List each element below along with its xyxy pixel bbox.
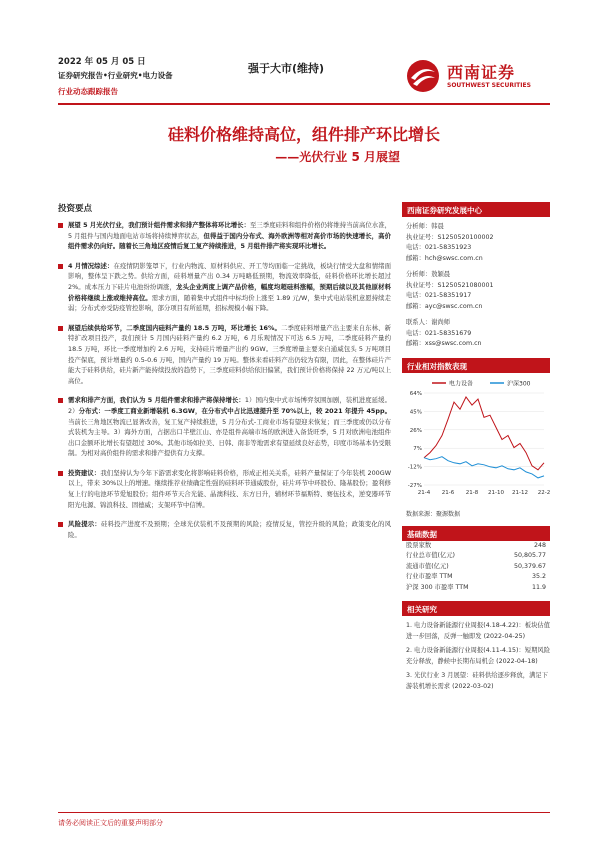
row-label: 流通市值(亿元) bbox=[406, 562, 449, 570]
bullet-text: 1）国内集中式市场博弈氛围加剧，装机进度延缓。2） bbox=[68, 396, 391, 415]
related-report-link[interactable]: 3. 光伏行业 3 月展望：硅料供给逐步释放，满足下游装机增长需求 (2022-03-02) bbox=[406, 672, 548, 690]
summary-bullet bbox=[58, 220, 391, 252]
footer-divider bbox=[58, 812, 550, 813]
x-tick-label: 21-4 bbox=[417, 489, 431, 496]
chart-heading: 行业相对指数表现 bbox=[402, 358, 550, 373]
page-title: 硅料价格维持高位，组件排产环比增长 bbox=[167, 125, 440, 144]
summary-bullet bbox=[58, 395, 391, 459]
summary-heading: 投资要点 bbox=[58, 204, 93, 214]
summary-body bbox=[58, 220, 391, 549]
bullet-text: 至三季度硅料和组件价格仍将维持当前高位水准，5 月组件与国内地面电站市场将持续博弈状态， bbox=[68, 221, 391, 240]
y-tick-label: 64% bbox=[409, 390, 422, 397]
analyst-email[interactable]: 邮箱：xss@swsc.com.cn bbox=[406, 340, 482, 347]
bullet-emphasis: 分布式：一季度工商业新增装机 6.3GW，在分布式中占比迅速提升至 70%以上，较 2021 年提升 45pp。 bbox=[78, 406, 391, 415]
row-value: 35.2 bbox=[531, 573, 546, 581]
bullet-lead: 投资建议： bbox=[68, 468, 101, 477]
y-tick-label: -27% bbox=[407, 482, 422, 489]
chart-source: 数据来源：聚源数据 bbox=[406, 510, 461, 518]
table-row bbox=[402, 572, 550, 583]
report-type: 证券研究报告•行业研究•电力设备 bbox=[58, 71, 173, 80]
bullet-text: 当前长三角地区物流已显著改善，复工复产持续推进，5 月分布式-工商业市场有望迎来恢复；而三季度或仍以分布式装机为主导。3）海外方面，占据出口半壁江山、亦是组件高端市场的欧洲进入备货旺季，5 月对欧洲电池组件出口金额环比增长有望超过 30%。其他市场如拉美、日韩、南非等地需求有望延续良好态势，印度市场基本仍受限制。为相对高价组件的需求和排产提供有力支撑。 bbox=[68, 417, 391, 458]
x-tick-label: 21-12 bbox=[512, 489, 528, 496]
sidebar bbox=[402, 202, 550, 696]
analyst-block bbox=[402, 318, 550, 350]
bullet-lead: 风险提示： bbox=[68, 520, 101, 529]
analyst-phone: 电话：021-58351917 bbox=[406, 292, 472, 299]
row-label: 行业总市值(亿元) bbox=[406, 552, 455, 560]
report-date: 2022 年 05 月 05 日 bbox=[58, 57, 146, 67]
company-logo bbox=[405, 56, 555, 96]
y-tick-label: 7% bbox=[413, 445, 422, 452]
summary-bullet bbox=[58, 323, 391, 387]
analyst-role: 分析师：韩晨 bbox=[406, 223, 444, 230]
table-row bbox=[402, 562, 550, 573]
analyst-license: 执业证号：S1250520100002 bbox=[406, 233, 494, 241]
row-value: 248 bbox=[533, 541, 546, 549]
bullet-emphasis: 龙头企业两度上调产品价格，幅度均超硅料涨幅，预期后续以及其他原材料价格将继续上涨或维持高位。 bbox=[68, 282, 392, 302]
analysts-heading: 西南证券研究发展中心 bbox=[402, 202, 550, 217]
analyst-role: 分析师：敖颖晨 bbox=[406, 271, 451, 278]
related-reports-heading: 相关研究 bbox=[402, 601, 550, 616]
row-value: 50,805.77 bbox=[513, 552, 546, 560]
bullet-lead: 4 月情况综述： bbox=[68, 261, 114, 270]
bullet-lead: 需求和排产方面，我们认为 5 月组件需求和排产将保持增长： bbox=[68, 396, 245, 405]
analyst-email[interactable]: 邮箱：hch@swsc.com.cn bbox=[406, 254, 483, 262]
row-label: 沪深 300 市盈率 TTM bbox=[406, 583, 469, 591]
logo-text-en: SOUTHWEST SECURITIES bbox=[447, 82, 531, 89]
bullet-text: 我们坚持认为今年下游需求变化将影响硅料价格，形成正相关关系，硅料产量保证了今年装机 200GW 以上，带来 30%以上的增速。继续推荐业绩确定性强的硅料环节通威股份，硅片环节中环股份、隆基股份；盈利修复上行的电池环节爱旭股份；组件环节天合光能、晶澳科技、东方日升，辅材环节福斯特、赛伍技术，逆变器环节阳光电源、锦浪科技、固德威；支架环节中信博。 bbox=[68, 468, 392, 509]
x-tick-label: 21-6 bbox=[441, 489, 455, 496]
row-value: 50,379.67 bbox=[513, 562, 546, 570]
row-label: 股票家数 bbox=[406, 541, 432, 549]
footer-disclaimer: 请务必阅读正文后的重要声明部分 bbox=[58, 819, 163, 827]
analyst-license: 执业证号：S1250521080001 bbox=[406, 281, 494, 289]
basic-data-heading: 基础数据 bbox=[402, 526, 550, 541]
analyst-phone: 电话：021-58351679 bbox=[406, 329, 472, 337]
bullet-text: 需求方面，随着集中式组件中标均价上涨至 1.89 元/W，集中式电站装机意愿持续走弱；分布式亦受防疫管控影响，部分项目有所延期，招标规模小幅下降。 bbox=[68, 293, 392, 313]
x-tick-label: 21-8 bbox=[465, 489, 479, 496]
summary-bullet bbox=[58, 519, 391, 540]
analyst-email[interactable]: 邮箱：ayc@swsc.com.cn bbox=[406, 302, 483, 310]
x-tick-label: 21-10 bbox=[488, 489, 504, 496]
series-line bbox=[424, 456, 544, 477]
industry-rating: 强于大市(维持) bbox=[248, 62, 325, 75]
y-tick-label: 26% bbox=[409, 427, 422, 434]
logo-text-cn: 西南证券 bbox=[447, 63, 516, 82]
legend-label: 电力设备 bbox=[449, 380, 474, 387]
analyst-block bbox=[402, 270, 550, 312]
page-subtitle: ——光伏行业 5 月展望 bbox=[275, 150, 400, 164]
table-row bbox=[402, 541, 550, 552]
analyst-phone: 电话：021-58351923 bbox=[406, 244, 472, 251]
header-divider bbox=[58, 103, 550, 105]
related-report-link[interactable]: 1. 电力设备新能源行业周报(4.18-4.22)：板块估值进一步回落，反弹一触即发 (2022-04-25) bbox=[406, 622, 550, 640]
table-row bbox=[402, 551, 550, 562]
analyst-block bbox=[402, 222, 550, 264]
bullet-text: 硅料投产进度不及预期；全球光伏装机不及预期的风险；疫情反复，管控升级的风险；政策变化的风险。 bbox=[68, 520, 392, 539]
related-report-link[interactable]: 2. 电力设备新能源行业周报(4.11-4.15)：短期风险充分释放，静候中长期布局机会 (2022-04-18) bbox=[406, 647, 550, 665]
table-row bbox=[402, 583, 550, 594]
y-tick-label: 45% bbox=[409, 408, 422, 415]
bullet-text: 二季度硅料增量产出主要来自东林、新特扩改项目投产，我们预计 5 月国内硅料产量约 6.2 万吨，6 月乐观情况下可达 6.5 万吨，二季度硅料产量约 18.5 万吨，环比一季度增加约 2.6 万吨，支持硅片增量产出约 9GW。三季度增量主要来自通威包头 5 万吨项目投产保底，预计增量约 0.5-0.6 万吨，国内产量约 19 万吨。整体来看硅料产出仍较为有限，因此，在整体硅片产能大于硅料供给，硅片新产能持续投放的趋势下，三季度硅料供给依旧偏紧，我们预计价格将保持 22 万元/吨以上高位。 bbox=[68, 323, 391, 385]
bullet-lead: 展望 5 月光伏行业，我们预计组件需求和排产整体将环比增长： bbox=[68, 221, 250, 229]
report-series: 行业动态跟踪报告 bbox=[58, 87, 118, 96]
bullet-lead: 展望后续供给环节，二季度国内硅料产量约 18.5 万吨，环比增长 16%。 bbox=[68, 323, 281, 332]
bullet-text: 在疫情阴影笼罩下，行业内物流、原材料供应、开工等均面临一定挑战，板块行情受大盘和情绪面影响，整体呈下跌之势。供给方面，硅料增量产出 0.34 万吨略低预期，物流效率降低，硅料价格环比增长超过 2%。成本压力下硅片电池纷纷调涨， bbox=[68, 261, 392, 291]
relative-index-chart bbox=[402, 377, 550, 507]
row-value: 11.9 bbox=[531, 583, 546, 591]
legend-label: 沪深300 bbox=[507, 380, 531, 387]
basic-data-table bbox=[402, 541, 550, 594]
analyst-role: 联系人：谢尚师 bbox=[406, 319, 451, 326]
bullet-emphasis: 但得益于国内分布式、海外欧洲等相对高价市场的快速增长，高价组件需求仍向好。随着长三角地区疫情后复工复产持续推进，5 月组件排产将实现环比增长。 bbox=[68, 231, 392, 251]
chart-canvas bbox=[402, 377, 550, 507]
summary-bullet bbox=[58, 261, 391, 314]
series-line bbox=[424, 397, 544, 470]
row-label: 行业市盈率 TTM bbox=[406, 573, 453, 581]
y-tick-label: -12% bbox=[407, 464, 422, 471]
x-tick-label: 22-2 bbox=[537, 489, 550, 496]
summary-bullet bbox=[58, 468, 391, 510]
logo-mark-icon bbox=[405, 58, 441, 94]
